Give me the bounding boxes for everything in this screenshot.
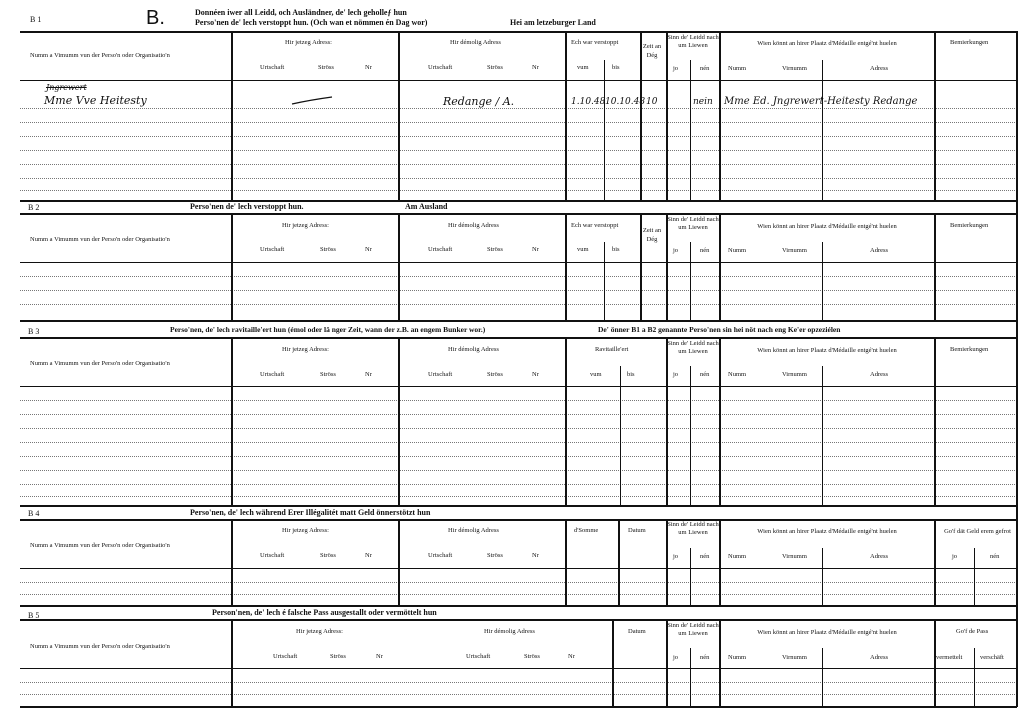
- b1-old-street: Ströss: [487, 64, 503, 71]
- b5-name-col: Numm a Vimumm vun der Perso'n oder Organisatio'n: [30, 643, 170, 650]
- form-letter: B.: [146, 7, 165, 29]
- b2-alive: Sinn de' Leidd nach um Liewen: [667, 216, 719, 231]
- b5-date: Datum: [628, 628, 646, 635]
- b5-issued: vermettelt: [936, 654, 963, 661]
- b4-cur-place: Urtschaft: [260, 552, 285, 559]
- b3-no: nén: [700, 371, 710, 378]
- b2-no: nén: [700, 247, 710, 254]
- b2-title: Perso'nen de' lech verstoppt hun.: [190, 202, 304, 211]
- b4-cur-street: Ströss: [320, 552, 336, 559]
- b2-to: bis: [612, 246, 620, 253]
- b3-cur-nr: Nr: [365, 371, 372, 378]
- b5-old-place: Urtschaft: [466, 653, 491, 660]
- b2-from: vum: [577, 246, 589, 253]
- b2-cur-nr: Nr: [365, 246, 372, 253]
- b1-former-address: Hir démolig Adress: [450, 39, 501, 46]
- b3-med-first: Virnumm: [782, 371, 807, 378]
- b1-to: bis: [612, 64, 620, 71]
- b4-repaid: Go'f dät Geld erem gefrot: [944, 528, 1011, 535]
- b3-name-col: Numm a Vimumm vun der Perso'n oder Organisatio'n: [30, 360, 170, 367]
- b3-medal: Wien könnt an hirer Plaatz d'Médaille entgé'nt huelen: [757, 347, 897, 354]
- header-line-1: Donnéen iwer all Leidd, och Ausländner, de' lech geholleƒ hun: [195, 8, 407, 17]
- b4-date: Datum: [628, 527, 646, 534]
- b2-cur-place: Urtschaft: [260, 246, 285, 253]
- b2-cur-street: Ströss: [320, 246, 336, 253]
- header-line-2: Perso'nen de' lech verstoppt hun. (Och wan et nömmen én Dag wor): [195, 18, 428, 27]
- b2-old-nr: Nr: [532, 246, 539, 253]
- entry-name: Mme Vve Heitesty: [44, 94, 147, 107]
- b2-med-name: Numm: [728, 247, 747, 254]
- b4-old-place: Urtschaft: [428, 552, 453, 559]
- b1-medal: Wien könnt an hirer Plaatz d'Médaille entgé'nt huelen: [757, 40, 897, 47]
- b3-med-address: Adress: [870, 371, 889, 378]
- b4-med-first: Virnumm: [782, 553, 807, 560]
- b4-repaid-yes: jo: [952, 553, 958, 560]
- entry-medal-recipient: Mme Ed. Jngrewert-Heitesty Redange: [724, 96, 918, 107]
- b3-old-nr: Nr: [532, 371, 539, 378]
- b4-alive: Sinn de' Leidd nach um Liewen: [667, 521, 719, 536]
- b3-supplied-period: Ravitaille'ert: [595, 346, 629, 353]
- b3-note: De' önner B1 a B2 genannte Perso'nen sin hei nöt nach eng Ke'er opzeziélen: [598, 325, 841, 334]
- b4-former-address: Hir démolig Adress: [448, 527, 499, 534]
- b1-alive: Sinn de' Leidd nach um Liewen: [667, 34, 719, 49]
- b3-former-address: Hir démolig Adress: [448, 346, 499, 353]
- b1-no: nén: [700, 65, 710, 72]
- b2-old-place: Urtschaft: [428, 246, 453, 253]
- section-code-b3: B 3: [28, 327, 40, 336]
- b1-from: vum: [577, 64, 589, 71]
- section-code-b4: B 4: [28, 509, 40, 518]
- b2-med-address: Adress: [870, 247, 889, 254]
- b1-med-address: Adress: [870, 65, 889, 72]
- b5-title: Person'nen, de' lech é falsche Pass ausgestallt oder vermöttelt hun: [212, 608, 437, 617]
- b5-cur-place: Urtschaft: [273, 653, 298, 660]
- b3-alive: Sinn de' Leidd nach um Liewen: [667, 340, 719, 355]
- b4-current-address: Hir jetzeg Adress:: [282, 527, 329, 534]
- b2-name-col: Numm a Vimumm vun der Perso'n oder Organisatio'n: [30, 236, 170, 243]
- b3-to: bis: [627, 371, 635, 378]
- b5-med-address: Adress: [870, 654, 889, 661]
- entry-name-struck: Jngrewert: [46, 83, 87, 92]
- b5-cur-street: Ströss: [330, 653, 346, 660]
- b1-cur-nr: Nr: [365, 64, 372, 71]
- entry-from: 1.10.48: [571, 97, 606, 107]
- b4-title: Perso'nen, de' lech während Erer Illégalitét matt Geld önnerstötzt hun: [190, 508, 431, 517]
- b3-yes: jo: [673, 371, 679, 378]
- b3-med-name: Numm: [728, 371, 747, 378]
- b3-current-address: Hir jetzeg Adress:: [282, 346, 329, 353]
- b3-cur-street: Ströss: [320, 371, 336, 378]
- b1-name-col: Numm a Vimumm vun der Perso'n oder Organisatio'n: [30, 52, 170, 59]
- b2-remarks: Bemierkungen: [950, 222, 989, 229]
- b5-yes: jo: [673, 654, 679, 661]
- b3-title: Perso'nen, de' lech ravitaille'ert hun (émol oder lä nger Zeit, wann der z.B. an engem Bunker wor.): [170, 325, 486, 334]
- header-line-2b: Hei am letzeburger Land: [510, 18, 596, 27]
- b5-no: nén: [700, 654, 710, 661]
- b3-old-street: Ströss: [487, 371, 503, 378]
- b5-cur-nr: Nr: [376, 653, 383, 660]
- b5-med-first: Virnumm: [782, 654, 807, 661]
- b2-med-first: Virnumm: [782, 247, 807, 254]
- b5-pass: Go'f de Pass: [956, 628, 989, 635]
- b2-medal: Wien könnt an hirer Plaatz d'Médaille entgé'nt huelen: [757, 223, 897, 230]
- b4-med-name: Numm: [728, 553, 747, 560]
- section-code-b2: B 2: [28, 203, 40, 212]
- b2-days: Zeit an Dég: [642, 227, 662, 243]
- b5-old-nr: Nr: [568, 653, 575, 660]
- b1-cur-place: Urtschaft: [260, 64, 285, 71]
- b1-remarks: Bemierkungen: [950, 39, 989, 46]
- b2-old-street: Ströss: [487, 246, 503, 253]
- b5-current-address: Hir jetzeg Adress:: [296, 628, 343, 635]
- entry-days: 10: [646, 97, 658, 107]
- b5-alive: Sinn de' Leidd nach um Liewen: [667, 622, 719, 637]
- b1-old-nr: Nr: [532, 64, 539, 71]
- b1-current-address: Hir jetzeg Adress:: [285, 39, 332, 46]
- b1-old-place: Urtschaft: [428, 64, 453, 71]
- b1-days: Zeit an Dég: [642, 43, 662, 59]
- b2-hidden-period: Ech war verstoppt: [571, 222, 619, 229]
- b1-cur-street: Ströss: [318, 64, 334, 71]
- entry-to: 10.10.48: [605, 97, 646, 107]
- b4-sum: d'Somme: [574, 527, 599, 534]
- b5-procured: verschäft: [980, 654, 1004, 661]
- b4-no: nén: [700, 553, 710, 560]
- section-code-b5: B 5: [28, 611, 40, 620]
- b2-current-address: Hir jetzeg Adress:: [282, 222, 329, 229]
- b3-cur-place: Urtschaft: [260, 371, 285, 378]
- b2-former-address: Hir démolig Adress: [448, 222, 499, 229]
- b1-hidden-period: Ech war verstoppt: [571, 39, 619, 46]
- b3-remarks: Bemierkungen: [950, 346, 989, 353]
- b4-name-col: Numm a Vimumm vun der Perso'n oder Organisatio'n: [30, 542, 170, 549]
- entry-alive: nein: [693, 97, 713, 107]
- b4-yes: jo: [673, 553, 679, 560]
- b1-med-first: Virnumm: [782, 65, 807, 72]
- b4-cur-nr: Nr: [365, 552, 372, 559]
- b3-from: vum: [590, 371, 602, 378]
- b5-medal: Wien könnt an hirer Plaatz d'Médaille entgé'nt huelen: [757, 629, 897, 636]
- b1-med-name: Numm: [728, 65, 747, 72]
- b1-top-border: [20, 31, 1017, 33]
- b4-old-street: Ströss: [487, 552, 503, 559]
- b3-old-place: Urtschaft: [428, 371, 453, 378]
- entry-current-address-dash: [290, 96, 334, 106]
- entry-former-address: Redange / A.: [443, 95, 515, 108]
- b4-med-address: Adress: [870, 553, 889, 560]
- b4-repaid-no: nén: [990, 553, 1000, 560]
- b4-medal: Wien könnt an hirer Plaatz d'Médaille entgé'nt huelen: [757, 528, 897, 535]
- b1-yes: jo: [673, 65, 679, 72]
- b5-med-name: Numm: [728, 654, 747, 661]
- b5-former-address: Hir démolig Adress: [484, 628, 535, 635]
- b4-old-nr: Nr: [532, 552, 539, 559]
- section-code-b1: B 1: [30, 15, 42, 24]
- b2-note: Am Ausland: [405, 202, 448, 211]
- b2-yes: jo: [673, 247, 679, 254]
- b5-old-street: Ströss: [524, 653, 540, 660]
